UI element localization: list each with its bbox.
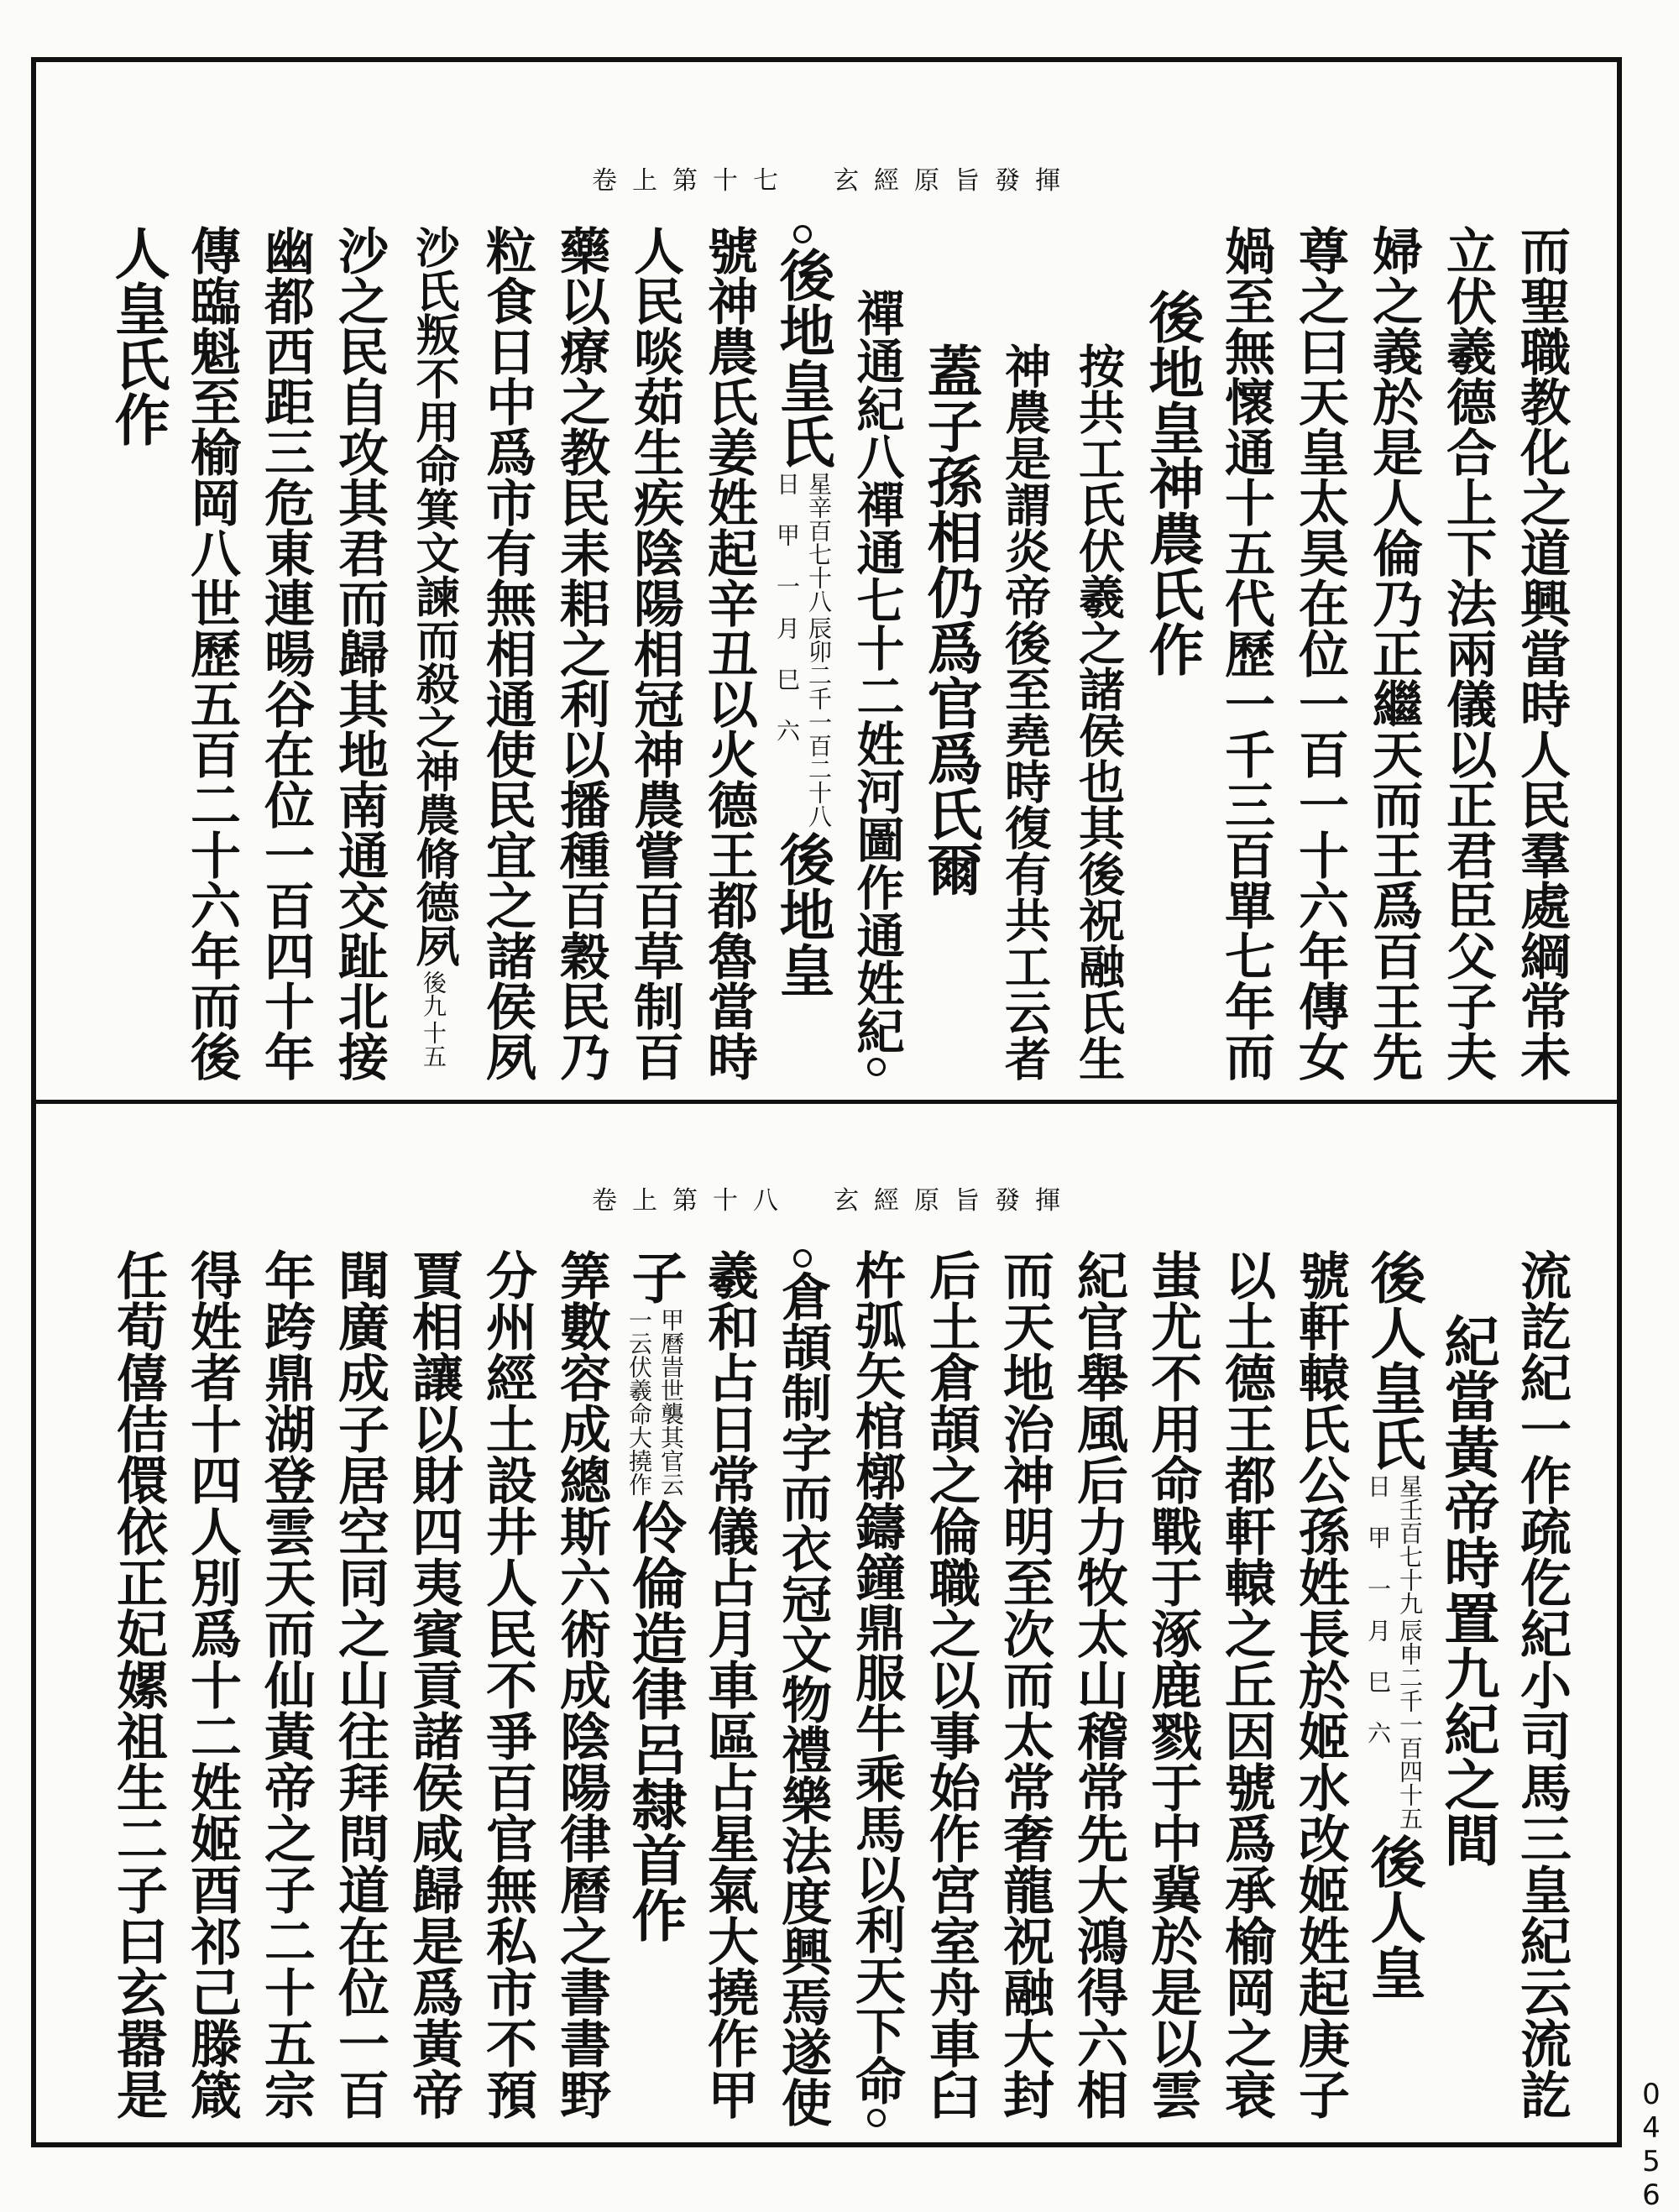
column-text: 媧至無懷通十五代歷一千三百單七年而: [1216, 225, 1275, 1081]
column-text: 後地皇: [770, 831, 835, 997]
column-text: 幽都西距三危東連暘谷在位一百四十年: [256, 225, 315, 1081]
column-text: 伶倫造律呂隸首作: [622, 1499, 688, 1943]
annotation: [1364, 1618, 1423, 1830]
upper-column: [1209, 225, 1283, 1081]
column-text: 年跨鼎湖登雲天而仙黃帝之子二十五宗: [256, 1249, 316, 2120]
column-text: 沙氏叛不用命箕文諫而殺之神農脩德夙: [408, 225, 459, 967]
upper-header-chapter: 卷上第十七: [592, 166, 793, 196]
lower-column: [1283, 1249, 1357, 2131]
lower-column: [618, 1249, 692, 2131]
column-text: 蚩尤不用命戰于涿鹿戮于中冀於是以雲: [1143, 1249, 1202, 2120]
upper-column: [544, 225, 618, 1081]
column-text: 得姓者十四人別爲十二姓姬酉祁己滕箴: [182, 1249, 242, 2120]
lower-column: [1504, 1249, 1578, 2131]
upper-column: [1357, 225, 1431, 1081]
column-text: 子: [622, 1249, 688, 1305]
column-text: 羲和占日常儀占月車區占星氣大撓作甲: [699, 1249, 759, 2120]
upper-column: [175, 225, 248, 1081]
circle-marker-icon: [793, 1249, 812, 1268]
column-text: 杵弧矢棺槨鑄鐘鼎服牛乘馬以利天下命: [847, 1249, 906, 2105]
annotation-line: 日 甲 一: [1364, 1474, 1392, 1600]
column-text: 傳臨魁至榆岡八世歷五百二十六年而後: [182, 225, 241, 1081]
upper-column: [1135, 225, 1209, 1081]
column-text: 人民啖茹生疾陰陽相冠神農嘗百草制百: [625, 225, 684, 1081]
column-text: 神農是謂炎帝後至堯時復有共工云者: [997, 343, 1052, 1081]
column-text: 人皇氏作: [105, 225, 170, 447]
lower-column: [1357, 1249, 1431, 2131]
lower-text-panel: [76, 1249, 1578, 2131]
lower-column: [1209, 1249, 1283, 2131]
annotation-line: 星壬百七十九: [1396, 1474, 1424, 1615]
annotation-line: 辰卯二千一百二十八: [805, 616, 833, 828]
lower-column: [1431, 1249, 1504, 2131]
lower-column: [840, 1249, 913, 2131]
lower-column: [692, 1249, 766, 2131]
lower-column: [544, 1249, 618, 2131]
column-text: 後地皇神農氏作: [1139, 289, 1205, 677]
lower-column: [101, 1249, 175, 2131]
lower-header: [592, 1179, 1075, 1216]
upper-text-panel: [76, 225, 1578, 1081]
column-text: 粒食日中爲市有無相通使民宜之諸侯夙: [478, 225, 536, 1081]
annotation: [773, 616, 832, 828]
lower-column: [1135, 1249, 1209, 2131]
upper-header-book: 玄經原旨發揮: [834, 166, 1075, 196]
lower-column: [913, 1249, 987, 2131]
lower-column: [1061, 1249, 1135, 2131]
page-divider: [31, 1100, 1622, 1104]
annotation-line: 月 巳 六: [1364, 1618, 1392, 1744]
lower-column: [766, 1249, 840, 2131]
upper-column: [840, 225, 913, 1081]
column-text: 按共工氏伏羲之諸侯也其後祝融氏生: [1071, 343, 1126, 1081]
lower-column: [322, 1249, 396, 2131]
upper-column: [101, 225, 175, 1081]
lower-column: [470, 1249, 544, 2131]
upper-column: [692, 225, 766, 1081]
column-text: 後地皇氏: [770, 247, 835, 468]
lower-column: [987, 1249, 1061, 2131]
circle-marker-icon: [867, 1058, 886, 1076]
upper-column: [913, 225, 987, 1081]
annotation-line: 辰申二千一百四十五: [1396, 1618, 1424, 1830]
column-text: 禪通紀八禪通七十二姓河圖作通姓紀: [849, 289, 905, 1054]
upper-column: [766, 225, 840, 1081]
lower-column: [175, 1249, 248, 2131]
annotation-line: 月 巳 六: [773, 616, 801, 742]
upper-column: [1061, 225, 1135, 1081]
column-text: 婦之義於是人倫乃正繼天而王爲百王先: [1364, 225, 1423, 1081]
circle-marker-icon: [793, 225, 812, 243]
column-text: 流訖紀一作疏仡紀小司馬三皇紀云流訖: [1512, 1249, 1572, 2120]
upper-header: [592, 159, 1075, 196]
column-text: 沙之民自攻其君而歸其地南通交趾北接: [330, 225, 389, 1081]
column-text: 藥以療之教民耒耜之利以播種百穀民乃: [552, 225, 610, 1081]
column-text: 后土倉頡之倫職之以事始作宮室舟車臼: [921, 1249, 981, 2120]
column-text: 筭數容成總斯六術成陰陽律曆之書書野: [552, 1249, 611, 2120]
page-number: 0456: [1635, 2078, 1668, 2212]
column-text: 倉頡制字而衣冠文物禮樂法度興焉遂使: [773, 1271, 832, 2127]
upper-column: [248, 225, 322, 1081]
column-text: 以土德王都軒轅之丘因號爲承榆岡之衰: [1216, 1249, 1276, 2120]
column-text: 蓋子孫相仍爲官爲氏爾: [918, 343, 983, 897]
column-text: 立伏羲德合上下法兩儀以正君臣父子夫: [1438, 225, 1497, 1081]
upper-column: [618, 225, 692, 1081]
column-text: 紀當黃帝時置九紀之間: [1435, 1313, 1500, 1867]
annotation: [773, 472, 832, 613]
upper-column: [396, 225, 470, 1081]
upper-column: [987, 225, 1061, 1081]
column-text: 尊之曰天皇太昊在位一百一十六年傳女: [1290, 225, 1349, 1081]
column-text: 後人皇: [1361, 1833, 1426, 2000]
upper-column: [1283, 225, 1357, 1081]
lower-column: [396, 1249, 470, 2131]
column-text: 紀官舉風后力牧太山稽常先大鴻得六相: [1069, 1249, 1128, 2120]
annotation-line: 星辛百七十八: [805, 472, 833, 613]
column-text: 而聖職教化之道興當時人民羣處綱常未: [1512, 225, 1571, 1081]
annotation-line: 日 甲 一: [773, 472, 801, 598]
upper-column: [1504, 225, 1578, 1081]
small-note: 後九: [420, 970, 447, 1017]
column-text: 任荀僖佶儇依正妃嫘祖生二子曰玄嚣是: [108, 1249, 168, 2120]
upper-column: [1431, 225, 1504, 1081]
column-text: 聞廣成子居空同之山往拜問道在位一百: [330, 1249, 390, 2120]
column-text: 號軒轅氏公孫姓長於姬水改姬姓起庚子: [1290, 1249, 1350, 2120]
lower-header-chapter: 卷上第十八: [592, 1186, 793, 1216]
column-text: 賈相讓以財四夷賓貢諸侯咸歸是爲黃帝: [404, 1249, 463, 2120]
column-text: 而天地治神明至次而太常奢龍祝融大封: [995, 1249, 1054, 2120]
circle-marker-icon: [867, 2109, 886, 2127]
annotation-line: 一云伏羲命大撓作: [625, 1308, 653, 1496]
upper-column: [470, 225, 544, 1081]
annotation: [1364, 1474, 1423, 1615]
lower-header-book: 玄經原旨發揮: [834, 1186, 1075, 1216]
annotation-line: 甲曆旹世襲其官云: [657, 1308, 685, 1496]
annotation: [625, 1308, 684, 1496]
small-note: 十五: [420, 1021, 447, 1068]
column-text: 號神農氏姜姓起辛丑以火德王都魯當時: [699, 225, 758, 1081]
column-text: 分州經土設井人民不爭百官無私市不預: [478, 1249, 537, 2120]
column-text: 後人皇氏: [1361, 1249, 1426, 1471]
upper-column: [322, 225, 396, 1081]
lower-column: [248, 1249, 322, 2131]
